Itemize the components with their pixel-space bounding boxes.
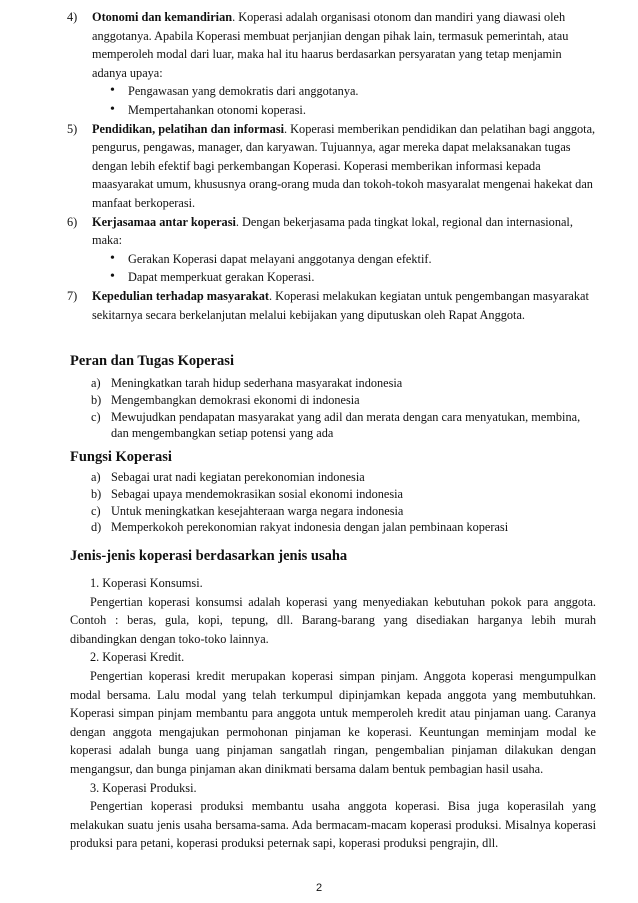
item-title: Kepedulian terhadap masyarakat: [92, 288, 269, 303]
item-text: Sebagai upaya mendemokrasikan sosial ekonomi indonesia: [111, 486, 403, 501]
item-letter: c): [91, 503, 101, 518]
list-item: [91, 503, 596, 520]
bullet-item: • Dapat memperkuat gerakan Koperasi.: [92, 268, 596, 287]
paragraph: Pengertian koperasi produksi membantu usaha anggota koperasi. Bisa juga koperasilah yang melakukan suatu jenis usaha bersama-sama. Ada bermacam-macam koperasi produksi. Misalnya koperasi produksi para petani, koperasi produksi peternak sapi, koperasi produksi pengrajin, dll.: [70, 799, 596, 851]
item-letter: c): [91, 409, 101, 424]
item-number: 6): [67, 214, 78, 229]
principle-item: [67, 120, 596, 213]
bullet-item: • Mempertahankan otonomi koperasi.: [92, 101, 596, 120]
section-heading-jenis: Jenis-jenis koperasi berdasarkan jenis usaha: [70, 548, 348, 564]
item-letter: b): [91, 486, 102, 501]
bullet-item: • Gerakan Koperasi dapat melayani anggotanya dengan efektif.: [92, 250, 596, 269]
subsection-title: 2. Koperasi Kredit.: [90, 650, 185, 665]
item-title: Otonomi dan kemandirian: [92, 10, 233, 24]
item-text: . Koperasi adalah organisasi otonom dan mandiri yang diawasi oleh anggotanya. Apabila Koperasi membuat perjanjian dengan pihak lain, termasuk pemerintah, atau memperoleh modal dari luar, maka hal itu haarus berdasarkan persyaratan yang tetap menjamin adanya upaya:: [92, 10, 569, 80]
section-heading-fungsi: Fungsi Koperasi: [70, 449, 172, 465]
item-letter: d): [91, 520, 102, 535]
list-item: [91, 409, 596, 443]
item-letter: a): [91, 470, 101, 484]
list-item: [91, 486, 596, 503]
paragraph: Pengertian koperasi konsumsi adalah koperasi yang menyediakan kebutuhan pokok para anggota. Contoh : beras, gula, kopi, tepung, dll. Barang-barang yang disediakan harganya lebih murah dibandingkan dengan toko-toko lainnya.: [70, 594, 596, 646]
item-text: Memperkokoh perekonomian rakyat indonesia dengan jalan pembinaan koperasi: [111, 520, 509, 535]
list-item: [91, 392, 596, 409]
bullet-list: [92, 250, 596, 287]
item-number: 5): [67, 121, 78, 136]
principle-item: [67, 213, 596, 287]
item-text: . Dengan bekerjasama pada tingkat lokal, regional dan internasional, maka:: [92, 214, 573, 248]
paragraph: Pengertian koperasi kredit merupakan koperasi simpan pinjam. Anggota koperasi mengumpulkan modal bersama. Lalu modal yang telah terkumpul dipinjamkan kepada anggota yang membutuhkan. Koperasi simpan pinjam membantu para anggota untuk memperoleh kredit atau pinjaman uang. Caranya dengan anggota mengajukan permohonan pinjaman ke koperasi. Keuntungan meminjam modal ke koperasi adalah bunga uang pinjaman sangatlah ringan, pengembalian pinjaman dilakukan dengan mengangsur, dan bunga pinjaman akan dinikmati bersama dalam bentuk pembagian hasil usaha.: [70, 668, 596, 776]
bullet-item: • Pengawasan yang demokratis dari anggotanya.: [92, 82, 596, 101]
subsection-title: 1. Koperasi Konsumsi.: [90, 576, 203, 590]
item-text: Untuk meningkatkan kesejahteraan warga negara indonesia: [111, 503, 404, 518]
item-title: Kerjasamaa antar koperasi: [92, 214, 236, 229]
item-letter: a): [91, 376, 101, 390]
item-number: 4): [67, 10, 78, 24]
item-text: . Koperasi melakukan kegiatan untuk pengembangan masyarakat sekitarnya secara berkelanjutan melalui kebijakan yang diputuskan oleh Rapat Anggota.: [92, 288, 589, 322]
item-text: Sebagai urat nadi kegiatan perekonomian indonesia: [111, 470, 365, 484]
item-letter: b): [91, 392, 102, 407]
item-text: Meningkatkan tarah hidup sederhana masyarakat indonesia: [111, 376, 403, 390]
subsection-title: 3. Koperasi Produksi.: [90, 780, 197, 795]
principle-item: [67, 8, 596, 120]
jenis-sections: [70, 574, 596, 853]
page-number: 2: [315, 882, 323, 894]
bullet-list: [92, 82, 596, 119]
item-title: Pendidikan, pelatihan dan informasi: [92, 121, 285, 136]
list-item: [91, 375, 596, 392]
principles-list: [67, 8, 596, 324]
item-number: 7): [67, 288, 78, 303]
item-text: Mewujudkan pendapatan masyarakat yang adil dan merata dengan cara menyatukan, membina, dan mengembangkan setiap potensi yang ada: [111, 409, 581, 441]
fungsi-list: [91, 469, 596, 536]
item-text: Mengembangkan demokrasi ekonomi di indonesia: [111, 392, 360, 407]
peran-list: [91, 375, 596, 442]
section-heading-peran: Peran dan Tugas Koperasi: [70, 353, 234, 369]
principle-item: [67, 287, 596, 324]
list-item: [91, 469, 596, 486]
list-item: [91, 519, 596, 536]
item-text: . Koperasi memberikan pendidikan dan pelatihan bagi anggota, pengurus, pengawas, manager, dan karyawan. Tujuannya, agar mereka dapat melaksanakan tugas dengan lebih efektif bagi perkembangan Koperasi. Koperasi memberikan informasi kepada maasyarakat umum, khususnya orang-orang muda dan tokoh-tokoh masyaralat mengenai hakekat dan manfaat berkoperasi.: [92, 121, 596, 210]
